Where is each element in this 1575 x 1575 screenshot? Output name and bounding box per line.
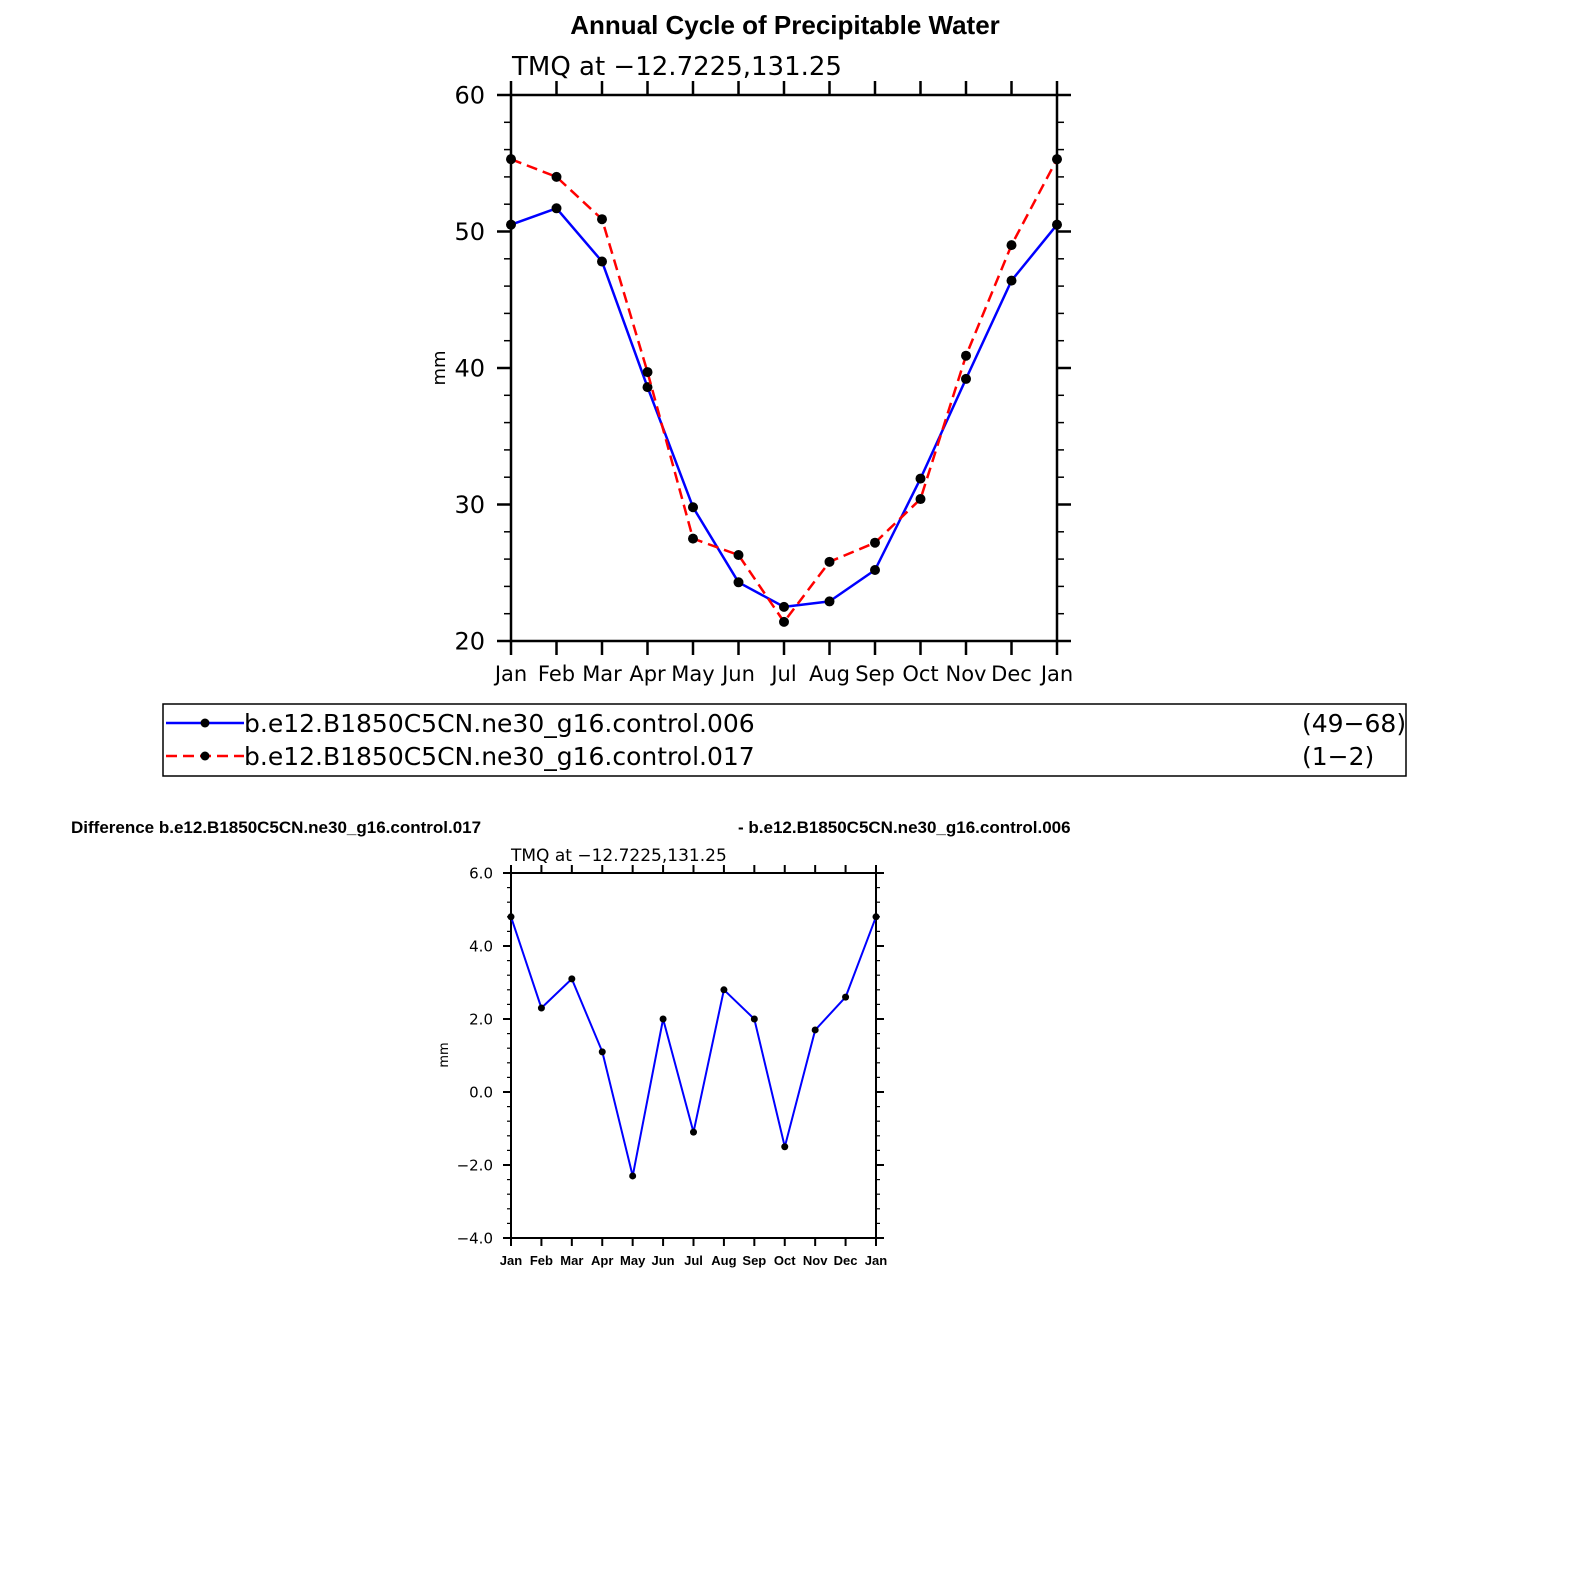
diff-series-0-point bbox=[660, 1016, 667, 1023]
top-series-0-point bbox=[552, 203, 562, 213]
top-xtick-label: Jan bbox=[494, 662, 528, 686]
legend-label-control-006: b.e12.B1850C5CN.ne30_g16.control.006 bbox=[244, 709, 755, 738]
legend-marker-control-006 bbox=[201, 719, 210, 728]
top-series-1-point bbox=[779, 617, 789, 627]
top-series-1-point bbox=[870, 538, 880, 548]
diff-chart-title-right: - b.e12.B1850C5CN.ne30_g16.control.006 bbox=[738, 818, 1071, 837]
diff-xtick-label: Jun bbox=[651, 1253, 675, 1268]
top-series-0-point bbox=[734, 577, 744, 587]
top-ytick-label: 20 bbox=[454, 627, 485, 656]
top-xtick-label: Dec bbox=[991, 662, 1032, 686]
diff-ytick-label: −2.0 bbox=[456, 1156, 493, 1175]
top-series-1-point bbox=[643, 367, 653, 377]
diff-series-0-point bbox=[842, 994, 849, 1001]
diff-xtick-label: Sep bbox=[742, 1253, 767, 1268]
top-xtick-label: Feb bbox=[537, 662, 576, 686]
top-xtick-label: Apr bbox=[629, 662, 666, 686]
legend-marker-control-017 bbox=[201, 752, 210, 761]
top-xtick-label: Oct bbox=[902, 662, 939, 686]
top-series-0-point bbox=[870, 565, 880, 575]
diff-xtick-label: Jan bbox=[499, 1253, 523, 1268]
legend-label-control-017: b.e12.B1850C5CN.ne30_g16.control.017 bbox=[244, 742, 755, 771]
diff-chart-subtitle: TMQ at −12.7225,131.25 bbox=[511, 846, 727, 866]
diff-series-0-point bbox=[599, 1048, 606, 1055]
diff-series-0-point bbox=[873, 913, 880, 920]
top-series-1-point bbox=[506, 154, 516, 164]
top-series-1-point bbox=[597, 214, 607, 224]
diff-ytick-label: 0.0 bbox=[469, 1083, 493, 1102]
diff-series-0-point bbox=[812, 1026, 819, 1033]
top-series-0-point bbox=[825, 596, 835, 606]
top-series-1-point bbox=[825, 557, 835, 567]
diff-xtick-label: Aug bbox=[711, 1253, 737, 1268]
top-series-1-point bbox=[552, 172, 562, 182]
diff-xtick-label: Nov bbox=[802, 1253, 828, 1268]
diff-series-0-point bbox=[629, 1172, 636, 1179]
top-xtick-label: Jun bbox=[722, 662, 755, 686]
diff-xtick-label: May bbox=[620, 1253, 646, 1268]
diff-ytick-label: 2.0 bbox=[469, 1010, 493, 1029]
top-series-0-point bbox=[506, 220, 516, 230]
top-xtick-label: Sep bbox=[855, 662, 895, 686]
diff-axes bbox=[457, 864, 888, 1268]
diff-y-axis-label: mm bbox=[437, 1042, 452, 1068]
top-xtick-label: Nov bbox=[945, 662, 987, 686]
diff-series-0-point bbox=[720, 986, 727, 993]
top-series-layer bbox=[506, 154, 1062, 627]
top-xtick-label: Aug bbox=[808, 662, 851, 686]
top-series-1-point bbox=[734, 550, 744, 560]
top-series-line-1 bbox=[511, 159, 1057, 622]
diff-series-0-point bbox=[568, 975, 575, 982]
diff-xtick-label: Apr bbox=[591, 1253, 614, 1268]
top-ytick-label: 30 bbox=[454, 491, 485, 520]
top-series-0-point bbox=[1007, 276, 1017, 286]
diff-xtick-label: Jan bbox=[864, 1253, 888, 1268]
top-ytick-label: 50 bbox=[454, 218, 485, 247]
legend bbox=[163, 704, 1406, 776]
top-plot-frame bbox=[511, 95, 1057, 641]
diff-chart bbox=[71, 818, 1071, 1268]
top-xtick-label: Mar bbox=[582, 662, 622, 686]
top-xtick-label: Jul bbox=[771, 662, 797, 686]
diff-series-0-point bbox=[690, 1129, 697, 1136]
top-series-1-point bbox=[1007, 240, 1017, 250]
diff-series-layer bbox=[508, 913, 880, 1179]
diff-xtick-label: Dec bbox=[833, 1253, 858, 1268]
top-series-1-point bbox=[688, 534, 698, 544]
top-series-0-point bbox=[961, 374, 971, 384]
top-series-1-point bbox=[961, 351, 971, 361]
top-xtick-label: May bbox=[671, 662, 715, 686]
top-chart-title: Annual Cycle of Precipitable Water bbox=[570, 10, 1000, 40]
top-series-line-0 bbox=[511, 208, 1057, 607]
diff-series-line-0 bbox=[511, 917, 876, 1176]
diff-ytick-label: −4.0 bbox=[456, 1229, 493, 1248]
legend-years-control-017: (1−2) bbox=[1302, 742, 1375, 771]
top-chart-subtitle: TMQ at −12.7225,131.25 bbox=[512, 52, 842, 82]
diff-plot-frame bbox=[511, 873, 876, 1238]
top-y-axis-label: mm bbox=[429, 350, 450, 386]
diff-ytick-label: 6.0 bbox=[469, 864, 493, 883]
diff-xtick-label: Oct bbox=[773, 1253, 796, 1268]
top-series-0-point bbox=[597, 257, 607, 267]
top-series-0-point bbox=[1052, 220, 1062, 230]
top-series-0-point bbox=[779, 602, 789, 612]
top-series-1-point bbox=[1052, 154, 1062, 164]
top-series-0-point bbox=[688, 502, 698, 512]
diff-series-0-point bbox=[781, 1143, 788, 1150]
diff-ytick-label: 4.0 bbox=[469, 937, 493, 956]
diff-xtick-label: Feb bbox=[529, 1253, 553, 1268]
diff-series-0-point bbox=[751, 1016, 758, 1023]
legend-years-control-006: (49−68) bbox=[1302, 709, 1407, 738]
diff-xtick-label: Mar bbox=[560, 1253, 584, 1268]
diff-chart-title-left: Difference b.e12.B1850C5CN.ne30_g16.control.017 bbox=[71, 818, 482, 837]
top-xtick-label: Jan bbox=[1040, 662, 1074, 686]
diff-series-0-point bbox=[538, 1005, 545, 1012]
top-series-0-point bbox=[916, 474, 926, 484]
top-ytick-label: 40 bbox=[454, 354, 485, 383]
diff-xtick-label: Jul bbox=[684, 1253, 703, 1268]
top-series-1-point bbox=[916, 494, 926, 504]
top-chart bbox=[429, 10, 1073, 686]
diff-series-0-point bbox=[508, 913, 515, 920]
top-ytick-label: 60 bbox=[454, 81, 485, 110]
